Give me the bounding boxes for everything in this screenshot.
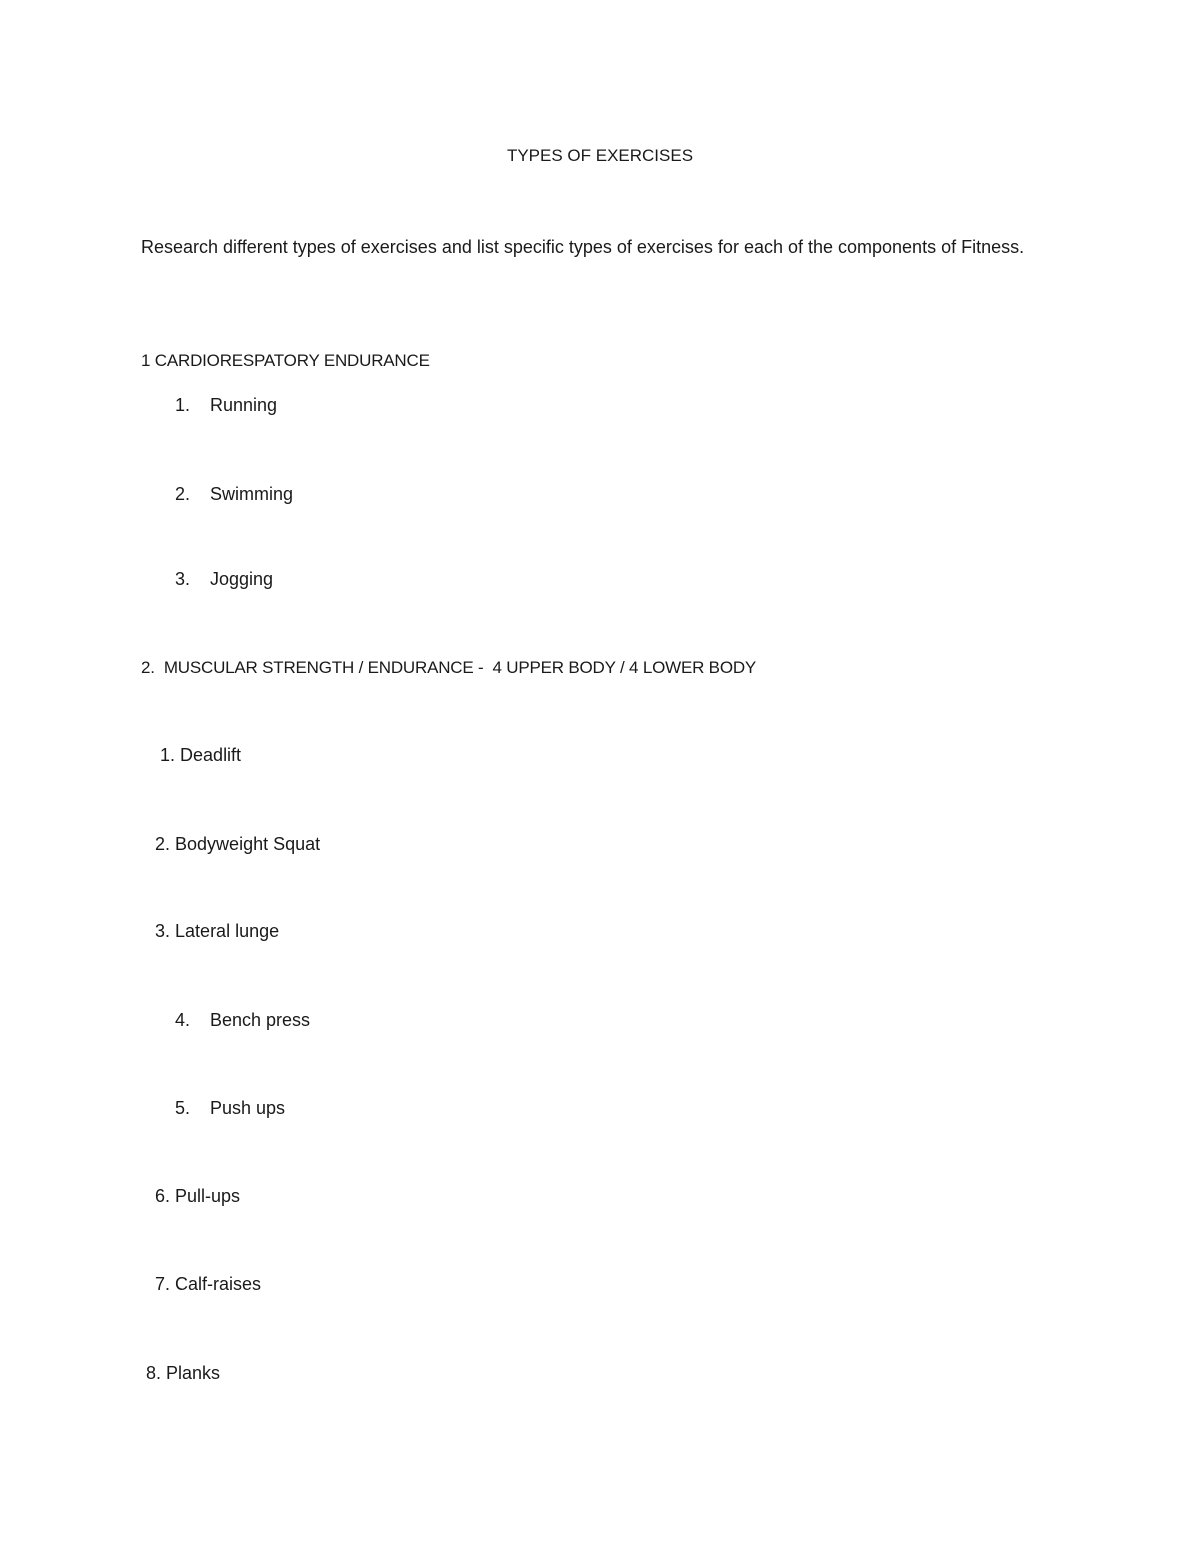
list-item-number: 7. [155,1274,171,1294]
list-item [175,396,277,414]
list-item [160,746,241,764]
list-item-text: Planks [166,1363,221,1383]
list-item-number: 5. [175,1098,191,1118]
section-heading-muscular: 2. MUSCULAR STRENGTH / ENDURANCE - 4 UPPER BODY / 4 LOWER BODY [141,658,757,677]
page-title: TYPES OF EXERCISES [506,146,694,165]
list-item-text: Swimming [210,484,294,504]
list-item [175,1099,285,1117]
list-item-number: 2. [175,484,191,504]
list-item-number: 8. [146,1363,162,1383]
list-item-number: 2. [155,834,171,854]
list-item [155,1187,240,1205]
list-item [175,570,273,588]
list-item-text: Push ups [210,1098,286,1118]
list-item-number: 4. [175,1010,191,1030]
list-item-text: Jogging [210,569,274,589]
list-item-text: Bodyweight Squat [175,834,321,854]
list-item-text: Pull-ups [175,1186,241,1206]
list-item-text: Lateral lunge [175,921,280,941]
list-item-text: Bench press [210,1010,311,1030]
list-item [146,1364,220,1382]
list-item-text: Calf-raises [175,1274,262,1294]
list-item [155,1275,261,1293]
list-item-number: 3. [175,569,191,589]
intro-paragraph: Research different types of exercises and list specific types of exercises for each of the components of Fitness. [141,237,1025,257]
list-item [175,485,293,503]
list-item-number: 6. [155,1186,171,1206]
list-item-number: 3. [155,921,171,941]
list-item-number: 1. [175,395,191,415]
list-item-text: Deadlift [180,745,242,765]
list-item [155,922,279,940]
section-heading-cardiorespiratory: 1 CARDIORESPATORY ENDURANCE [141,351,430,370]
list-item-number: 1. [160,745,176,765]
list-item [175,1011,310,1029]
list-item [155,835,320,853]
list-item-text: Running [210,395,278,415]
